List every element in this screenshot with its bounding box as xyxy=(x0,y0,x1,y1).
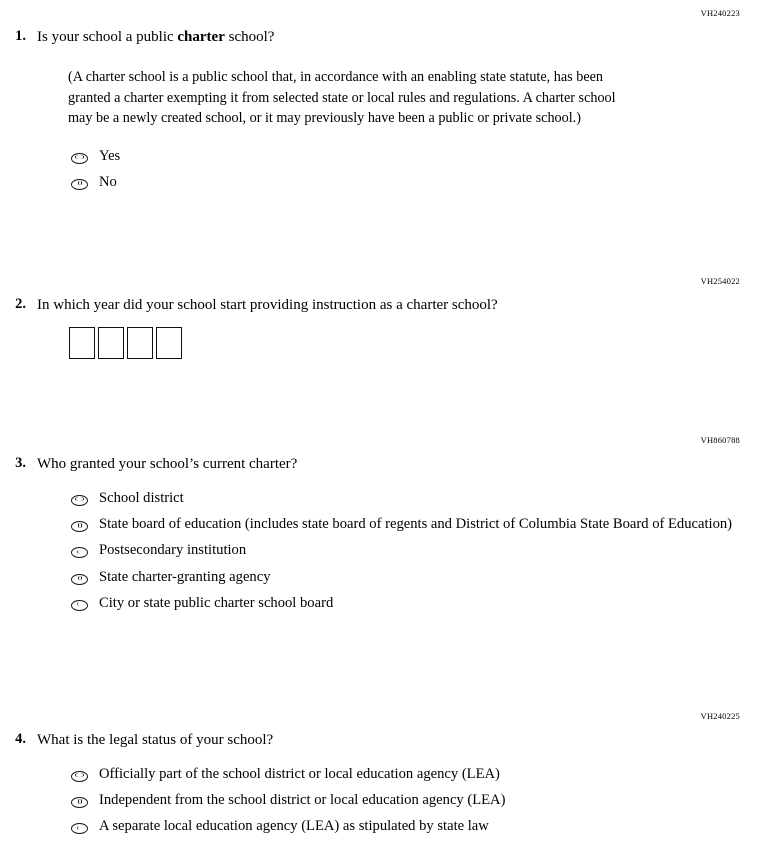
question-3-option-1[interactable] xyxy=(71,489,764,507)
radio-bubble-icon[interactable] xyxy=(71,600,88,611)
question-3-text: Who granted your school’s current charter? xyxy=(37,456,298,472)
question-4-option-3[interactable] xyxy=(71,817,764,835)
variable-id-2: VH254022 xyxy=(700,276,740,286)
question-4-text: What is the legal status of your school? xyxy=(37,732,274,748)
variable-id-4: VH240225 xyxy=(700,711,740,721)
radio-bubble-icon[interactable] xyxy=(71,574,88,585)
radio-bubble-icon[interactable] xyxy=(71,797,88,808)
option-label: School district xyxy=(99,490,184,506)
option-label: Yes xyxy=(99,147,121,164)
variable-id-1: VH240223 xyxy=(700,8,740,18)
variable-id-3: VH860788 xyxy=(700,435,740,445)
radio-bubble-icon[interactable] xyxy=(71,547,88,558)
question-2-number: 2. xyxy=(15,296,26,312)
question-1-option-no[interactable] xyxy=(71,173,764,191)
question-1-definition-note: (A charter school is a public school that, in accordance with an enabling state statute, has been granted a charter exempting it from selected state or local rules and regulations. A charter school may be a newly created school, or it may previously have been a public or private school.) xyxy=(68,69,616,127)
question-block-4 xyxy=(0,711,764,844)
question-2-text: In which year did your school start providing instruction as a charter school? xyxy=(37,297,498,313)
year-digit-box-2[interactable] xyxy=(98,327,124,359)
option-label: City or state public charter school board xyxy=(99,594,334,611)
question-3-option-4[interactable] xyxy=(71,568,764,586)
year-digit-box-4[interactable] xyxy=(156,327,182,359)
question-3-option-2[interactable] xyxy=(71,515,764,533)
question-block-1 xyxy=(0,8,764,199)
option-label: State board of education (includes state board of regents and District of Columbia State Board of Education) xyxy=(99,516,733,533)
question-1-header xyxy=(0,28,764,46)
year-digit-box-1[interactable] xyxy=(69,327,95,359)
option-label: No xyxy=(99,174,117,191)
question-1-option-yes[interactable] xyxy=(71,147,764,165)
year-digit-box-3[interactable] xyxy=(127,327,153,359)
question-3-number: 3. xyxy=(15,455,26,471)
radio-bubble-icon[interactable] xyxy=(71,521,88,532)
radio-bubble-icon[interactable] xyxy=(71,179,88,190)
question-2-year-input[interactable] xyxy=(69,327,764,359)
question-3-option-5[interactable] xyxy=(71,594,764,612)
question-block-3 xyxy=(0,435,764,620)
question-1-text-after: school? xyxy=(224,29,275,45)
question-1-text-before: Is your school a public xyxy=(37,29,178,45)
option-label: State charter-granting agency xyxy=(99,568,271,585)
option-label: Independent from the school district or local education agency (LEA) xyxy=(99,792,506,809)
question-1-text xyxy=(26,28,274,46)
option-label: Officially part of the school district or local education agency (LEA) xyxy=(99,766,500,782)
question-block-2 xyxy=(0,276,764,359)
radio-bubble-icon[interactable] xyxy=(71,771,88,782)
question-4-header xyxy=(0,731,764,749)
question-4-number: 4. xyxy=(15,731,26,747)
radio-bubble-icon[interactable] xyxy=(71,823,88,834)
question-3-option-3[interactable] xyxy=(71,541,764,559)
question-4-option-1[interactable] xyxy=(71,765,764,783)
question-2-header xyxy=(0,296,764,314)
option-label: Postsecondary institution xyxy=(99,542,247,559)
radio-bubble-icon[interactable] xyxy=(71,153,88,164)
question-1-text-bold: charter xyxy=(177,29,225,45)
question-1-number: 1. xyxy=(15,28,26,44)
option-label: A separate local education agency (LEA) as stipulated by state law xyxy=(99,818,489,835)
question-3-header xyxy=(0,455,764,473)
radio-bubble-icon[interactable] xyxy=(71,495,88,506)
question-4-option-2[interactable] xyxy=(71,791,764,809)
